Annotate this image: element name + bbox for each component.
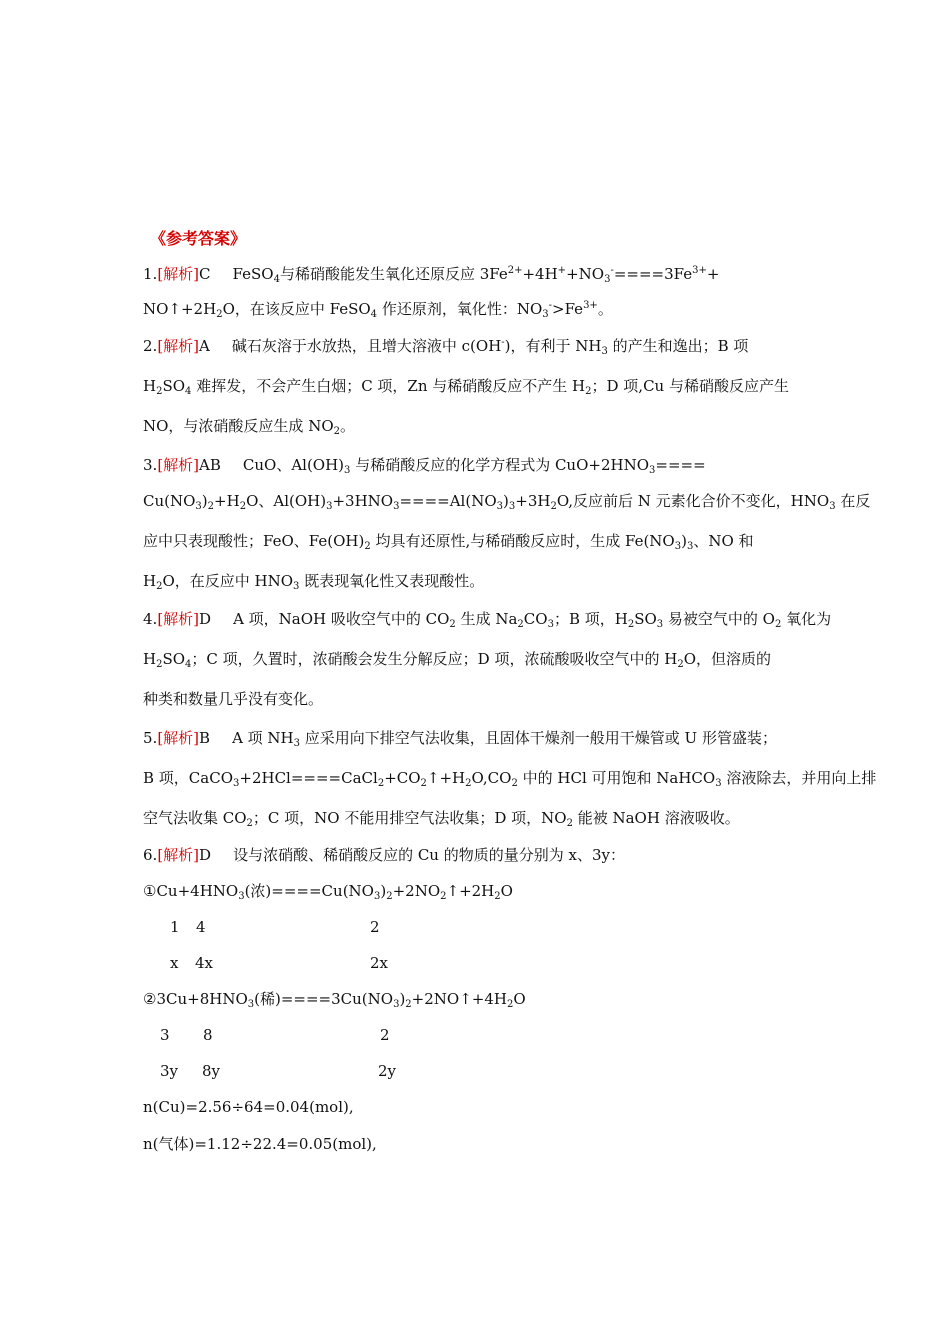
answer-number: 2. xyxy=(143,337,158,355)
answer-2-line-1: 2.[解析]A 碱石灰溶于水放热，且增大溶液中 c(OH-)，有利于 $NH_3$ 的产生和逸出；B 项 xyxy=(143,337,749,357)
eq2-var-cu: 3y xyxy=(160,1062,179,1080)
answer-3-line-4: $H_2O$，在反应中 $HNO_3$ 既表现氧化性又表现酸性。 xyxy=(143,572,485,592)
answer-3-line-1: 3.[解析]AB CuO、$Al(OH)_3$ 与稀硝酸反应的化学方程式为 $CuO+2HNO_3====$ xyxy=(143,456,706,476)
answer-1-line-2: $NO↑+2H_2O$，在该反应中 FeSO$_4$ 作还原剂，氧化性：$NO_3^->Fe^{3+}$。 xyxy=(143,300,613,320)
eq2-coef-no: 2 xyxy=(380,1026,390,1044)
answer-choice: D xyxy=(199,846,212,864)
answer-1-line-1: 1.[解析]C FeSO$_4$与稀硝酸能发生氧化还原反应 $3Fe^{2+}+4H^++NO_3^-====3Fe^{3+}+$ xyxy=(143,265,720,285)
answer-3-line-2: $Cu(NO_3)_2+H_2O$、$Al(OH)_3+3HNO_3====Al(NO_3)_3+3H_2O$,反应前后 N 元素化合价不变化，$HNO_3$ 在反 xyxy=(143,492,871,512)
answer-4-line-1: 4.[解析]D A 项，NaOH 吸收空气中的 $CO_2$ 生成 $Na_2CO_3$；B 项，$H_2SO_3$ 易被空气中的 $O_2$ 氧化为 xyxy=(143,610,832,630)
answer-5-line-2: B 项，$CaCO_3+2HCl====CaCl_2+CO_2↑+H_2O,CO_2$ 中的 HCl 可用饱和 NaHCO$_3$ 溶液除去，并用向上排 xyxy=(143,769,877,789)
answer-heading: 《参考答案》 xyxy=(150,229,247,248)
analysis-tag: [解析] xyxy=(157,337,200,355)
answer-choice: AB xyxy=(199,456,221,474)
answer-2-line-2: $H_2SO_4$ 难挥发，不会产生白烟；C 项，Zn 与稀硝酸反应不产生 $H_2$；D 项,Cu 与稀硝酸反应产生 xyxy=(143,377,789,397)
answer-4-line-3: 种类和数量几乎没有变化。 xyxy=(143,690,324,708)
answer-number: 3. xyxy=(143,456,158,474)
n-gas-calc: n(气体)=1.12÷22.4=0.05(mol), xyxy=(143,1135,377,1153)
answer-choice: A xyxy=(199,337,210,355)
answer-number: 6. xyxy=(143,846,158,864)
eq1-var-hno3: 4x xyxy=(195,954,214,972)
answer-choice: C xyxy=(199,265,211,283)
eq1-var-no2: 2x xyxy=(370,954,389,972)
eq1-coef-cu: 1 xyxy=(170,918,180,936)
analysis-tag: [解析] xyxy=(157,846,200,864)
analysis-tag: [解析] xyxy=(157,456,200,474)
answer-choice: B xyxy=(199,729,211,747)
equation-1: $①Cu+4HNO_3$(浓)$====Cu(NO_3)_2+2NO_2↑+2H_2O$ xyxy=(143,882,513,902)
answer-number: 5. xyxy=(143,729,158,747)
eq1-coef-hno3: 4 xyxy=(196,918,206,936)
equation-2: $②3Cu+8HNO_3$(稀)$====3Cu(NO_3)_2+2NO↑+4H_2O$ xyxy=(143,990,526,1010)
answer-number: 1. xyxy=(143,265,158,283)
eq1-var-cu: x xyxy=(170,954,179,972)
answer-6-line-1: 6.[解析]D 设与浓硝酸、稀硝酸反应的 Cu 的物质的量分别为 x、3y： xyxy=(143,846,625,864)
answer-4-line-2: $H_2SO_4$；C 项，久置时，浓硝酸会发生分解反应；D 项，浓硫酸吸收空气中的 $H_2O$，但溶质的 xyxy=(143,650,772,670)
eq1-coef-no2: 2 xyxy=(370,918,380,936)
answer-3-line-3: 应中只表现酸性；FeO、$Fe(OH)_2$ 均具有还原性,与稀硝酸反应时，生成 $Fe(NO_3)_3$、NO 和 xyxy=(143,532,754,552)
analysis-tag: [解析] xyxy=(157,610,200,628)
eq2-var-hno3: 8y xyxy=(202,1062,221,1080)
answer-choice: D xyxy=(199,610,212,628)
eq2-var-no: 2y xyxy=(378,1062,397,1080)
answer-5-line-3: 空气法收集 $CO_2$；C 项，NO 不能用排空气法收集；D 项，$NO_2$ 能被 NaOH 溶液吸收。 xyxy=(143,809,740,829)
analysis-tag: [解析] xyxy=(157,265,200,283)
answer-2-line-3: NO，与浓硝酸反应生成 $NO_2$。 xyxy=(143,417,356,437)
answer-number: 4. xyxy=(143,610,158,628)
analysis-tag: [解析] xyxy=(157,729,200,747)
answer-5-line-1: 5.[解析]B A 项 $NH_3$ 应采用向下排空气法收集，且固体干燥剂一般用干燥管或 U 形管盛装； xyxy=(143,729,777,749)
eq2-coef-hno3: 8 xyxy=(203,1026,213,1044)
eq2-coef-cu: 3 xyxy=(160,1026,170,1044)
n-cu-calc: n(Cu)=2.56÷64=0.04(mol), xyxy=(143,1098,354,1116)
